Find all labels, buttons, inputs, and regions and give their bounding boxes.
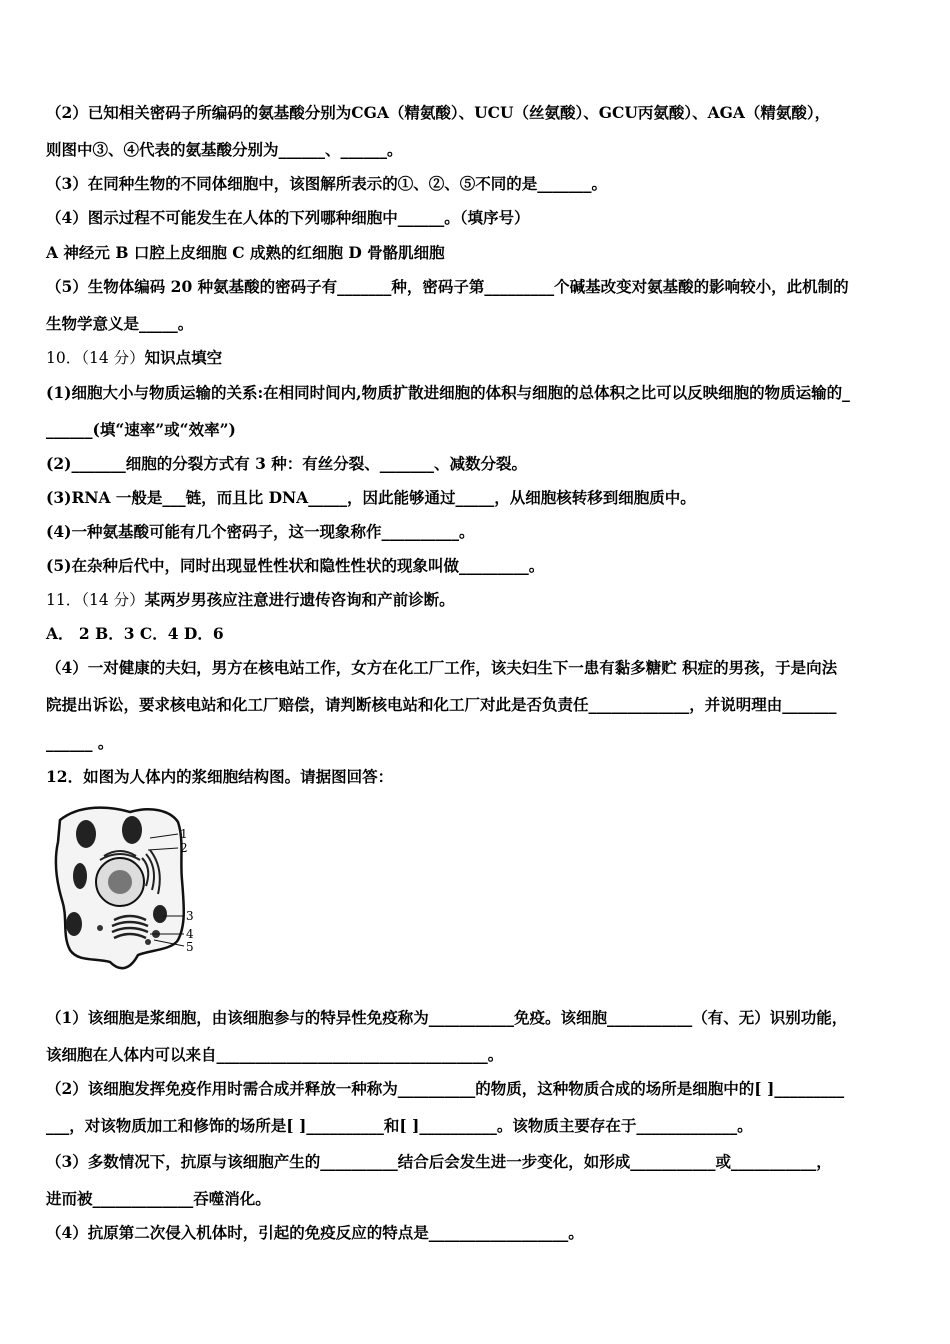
diagram-label-2: 2 — [180, 841, 188, 855]
question-10-title: 知识点填空 — [144, 348, 223, 367]
line-q11-options: A． 2 B．3 C．4 D．6 — [46, 624, 224, 643]
line-q12-1a: （1）该细胞是浆细胞，由该细胞参与的特异性免疫称为___________免疫。该细胞___________（有、无）识别功能， — [46, 1008, 848, 1027]
line-q9-3: （3）在同种生物的不同体细胞中，该图解所表示的①、②、⑤不同的是_______。 — [46, 174, 608, 193]
line-q12-4: （4）抗原第二次侵入机体时，引起的免疫反应的特点是__________________。 — [46, 1223, 584, 1242]
question-12-heading: 12．如图为人体内的浆细胞结构图。请据图回答： — [46, 767, 394, 786]
line-q10-3: (3)RNA 一般是___链，而且比 DNA_____，因此能够通过_____，从细胞核转移到细胞质中。 — [46, 488, 696, 507]
line-q12-3b: 进而被_____________吞噬消化。 — [46, 1189, 271, 1208]
organelle-left — [73, 863, 87, 889]
line-q12-2b: ___，对该物质加工和修饰的场所是[ ]__________和[ ]__________。该物质主要存在于_____________。 — [46, 1116, 753, 1135]
line-q12-1b: 该细胞在人体内可以来自___________________________________。 — [46, 1045, 504, 1064]
plasma-cell-diagram — [50, 800, 210, 975]
line-q11-4b: 院提出诉讼，要求核电站和化工厂赔偿，请判断核电站和化工厂对此是否负责任_____________，并说明理由_______ — [46, 695, 837, 714]
organelle-right — [153, 905, 167, 923]
line-q11-4a: （4）一对健康的夫妇，男方在核电站工作，女方在化工厂工作，该夫妇生下一患有黏多糖贮 积症的男孩，于是向法 — [46, 658, 838, 677]
question-10-number: 10． — [46, 349, 82, 367]
line-q9-2b: 则图中③、④代表的氨基酸分别为______、______。 — [46, 140, 403, 159]
question-11-heading — [46, 590, 910, 610]
line-q9-5b: 生物学意义是_____。 — [46, 314, 194, 333]
organelle-lower-left — [66, 912, 82, 936]
vesicle — [145, 939, 151, 945]
plasma-cell-drawing — [50, 800, 210, 975]
line-q9-4: （4）图示过程不可能发生在人体的下列哪种细胞中______。（填序号） — [46, 208, 530, 227]
line-q9-5a: （5）生物体编码 20 种氨基酸的密码子有_______种，密码子第_________个碱基改变对氨基酸的影响较小，此机制的 — [46, 277, 849, 296]
line-q9-4-options: A 神经元 B 口腔上皮细胞 C 成熟的红细胞 D 骨骼肌细胞 — [46, 243, 445, 262]
line-q12-3a: （3）多数情况下，抗原与该细胞产生的__________结合后会发生进一步变化，如形成___________或___________， — [46, 1152, 832, 1171]
diagram-label-1: 1 — [180, 827, 188, 841]
diagram-label-3: 3 — [186, 909, 194, 923]
line-q11-4c: ______ 。 — [46, 733, 114, 752]
diagram-label-4: 4 — [186, 927, 194, 941]
line-q9-2a: （2）已知相关密码子所编码的氨基酸分别为CGA（精氨酸）、UCU（丝氨酸）、GCU丙氨酸）、AGA（精氨酸）， — [46, 103, 831, 122]
organelle-top-left — [76, 820, 96, 848]
diagram-label-5: 5 — [186, 940, 194, 954]
line-q10-1a: (1)细胞大小与物质运输的关系:在相同时间内,物质扩散进细胞的体积与细胞的总体积之比可以反映细胞的物质运输的_ — [46, 383, 850, 402]
vesicle — [97, 925, 103, 931]
line-q10-5: (5)在杂种后代中，同时出现显性性状和隐性性状的现象叫做_________。 — [46, 556, 545, 575]
line-q10-4: (4)一种氨基酸可能有几个密码子，这一现象称作__________。 — [46, 522, 475, 541]
line-q10-1b: ______(填“速率”或“效率”) — [46, 420, 236, 439]
nucleolus — [108, 870, 132, 894]
question-10-score: （14 分） — [81, 349, 145, 367]
question-10-heading — [46, 348, 910, 368]
question-11-title: 某两岁男孩应注意进行遗传咨询和产前诊断。 — [144, 590, 455, 609]
question-11-score: （14 分） — [81, 591, 145, 609]
organelle-top-right — [122, 816, 142, 844]
question-11-number: 11． — [46, 591, 82, 609]
line-q10-2: (2)_______细胞的分裂方式有 3 种：有丝分裂、_______、减数分裂。 — [46, 454, 528, 473]
line-q12-2a: （2）该细胞发挥免疫作用时需合成并释放一种称为__________的物质，这种物质合成的场所是细胞中的[ ]_________ — [46, 1079, 845, 1098]
